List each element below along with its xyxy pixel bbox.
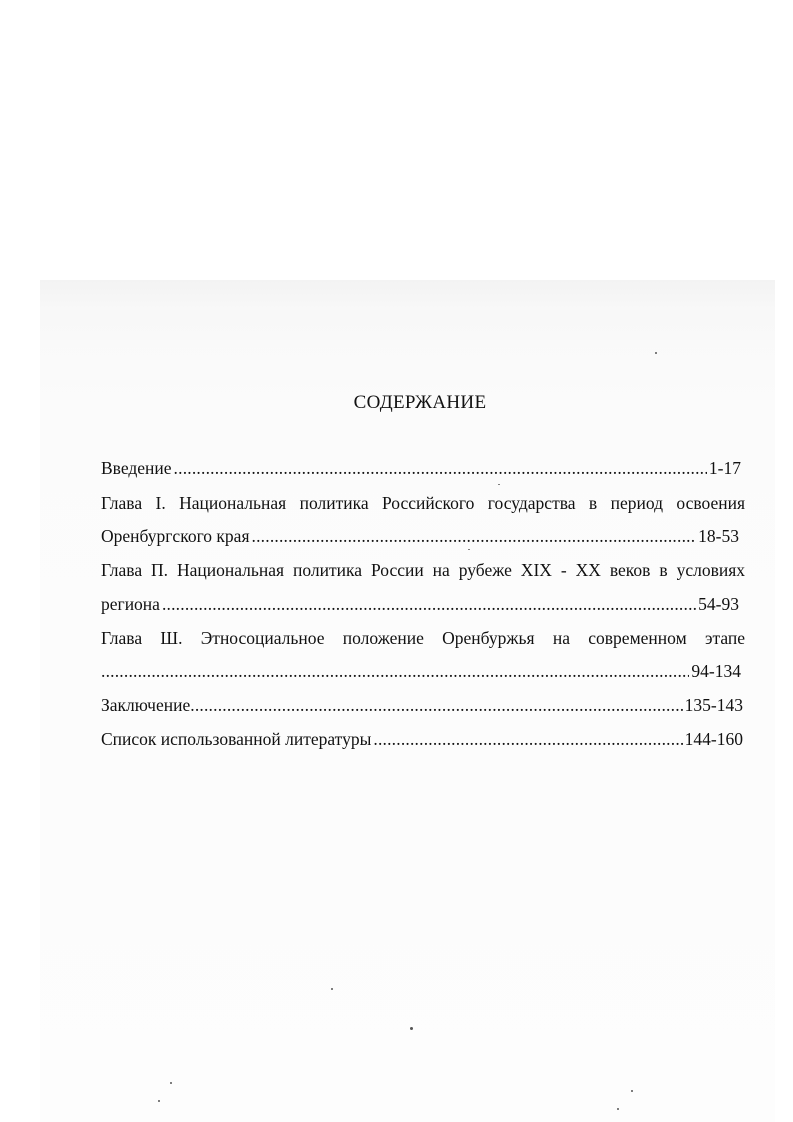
dot-leader — [252, 524, 697, 548]
toc-entry-intro[interactable] — [101, 456, 741, 480]
toc-entry-chapter-2-line-1[interactable]: Глава П. Национальная политика России на рубеже XIX - XX веков в условиях — [101, 560, 745, 580]
toc-entry-chapter-2-line-2[interactable] — [101, 592, 739, 616]
toc-entry-pages: 135-143 — [684, 695, 743, 715]
scan-speck — [331, 988, 333, 990]
page-title: СОДЕРЖАНИЕ — [353, 392, 487, 413]
dot-leader — [101, 659, 689, 683]
scan-speck — [631, 1090, 633, 1092]
toc-entry-pages: 54-93 — [698, 594, 739, 614]
toc-entry-chapter-3-line-1[interactable]: Глава Ш. Этносоциальное положение Оренбуржья на современном этапе — [101, 628, 745, 648]
toc-entry-pages: 94-134 — [691, 661, 741, 681]
toc-entry-chapter-1-line-2[interactable] — [101, 524, 739, 548]
toc-entry-label: Заключение — [101, 695, 191, 715]
toc-entry-label: Список использованной литературы — [101, 729, 372, 749]
scan-speck — [655, 352, 657, 354]
scan-speck — [617, 1108, 619, 1110]
toc-entry-pages: 1-17 — [708, 458, 741, 478]
toc-entry-label: Введение — [101, 458, 172, 478]
dot-leader — [174, 456, 707, 480]
toc-entry-chapter-3-line-2[interactable] — [101, 659, 741, 683]
toc-entry-label: Оренбургского края — [101, 526, 250, 546]
dot-leader — [162, 592, 696, 616]
toc-entry-chapter-1-line-1[interactable]: Глава I. Национальная политика Российского государства в период освоения — [101, 493, 745, 513]
toc-entry-pages: 18-53 — [698, 526, 739, 546]
scan-speck — [498, 484, 500, 485]
scan-speck — [468, 549, 470, 550]
scan-speck — [170, 1082, 172, 1084]
scan-speck — [410, 1027, 413, 1030]
dot-leader — [190, 693, 682, 717]
toc-entry-bibliography[interactable] — [101, 727, 743, 751]
scan-speck — [158, 1100, 160, 1102]
dot-leader — [373, 727, 682, 751]
toc-entry-conclusion[interactable] — [101, 693, 743, 717]
toc-entry-pages: 144-160 — [684, 729, 743, 749]
toc-entry-label: региона — [101, 594, 160, 614]
